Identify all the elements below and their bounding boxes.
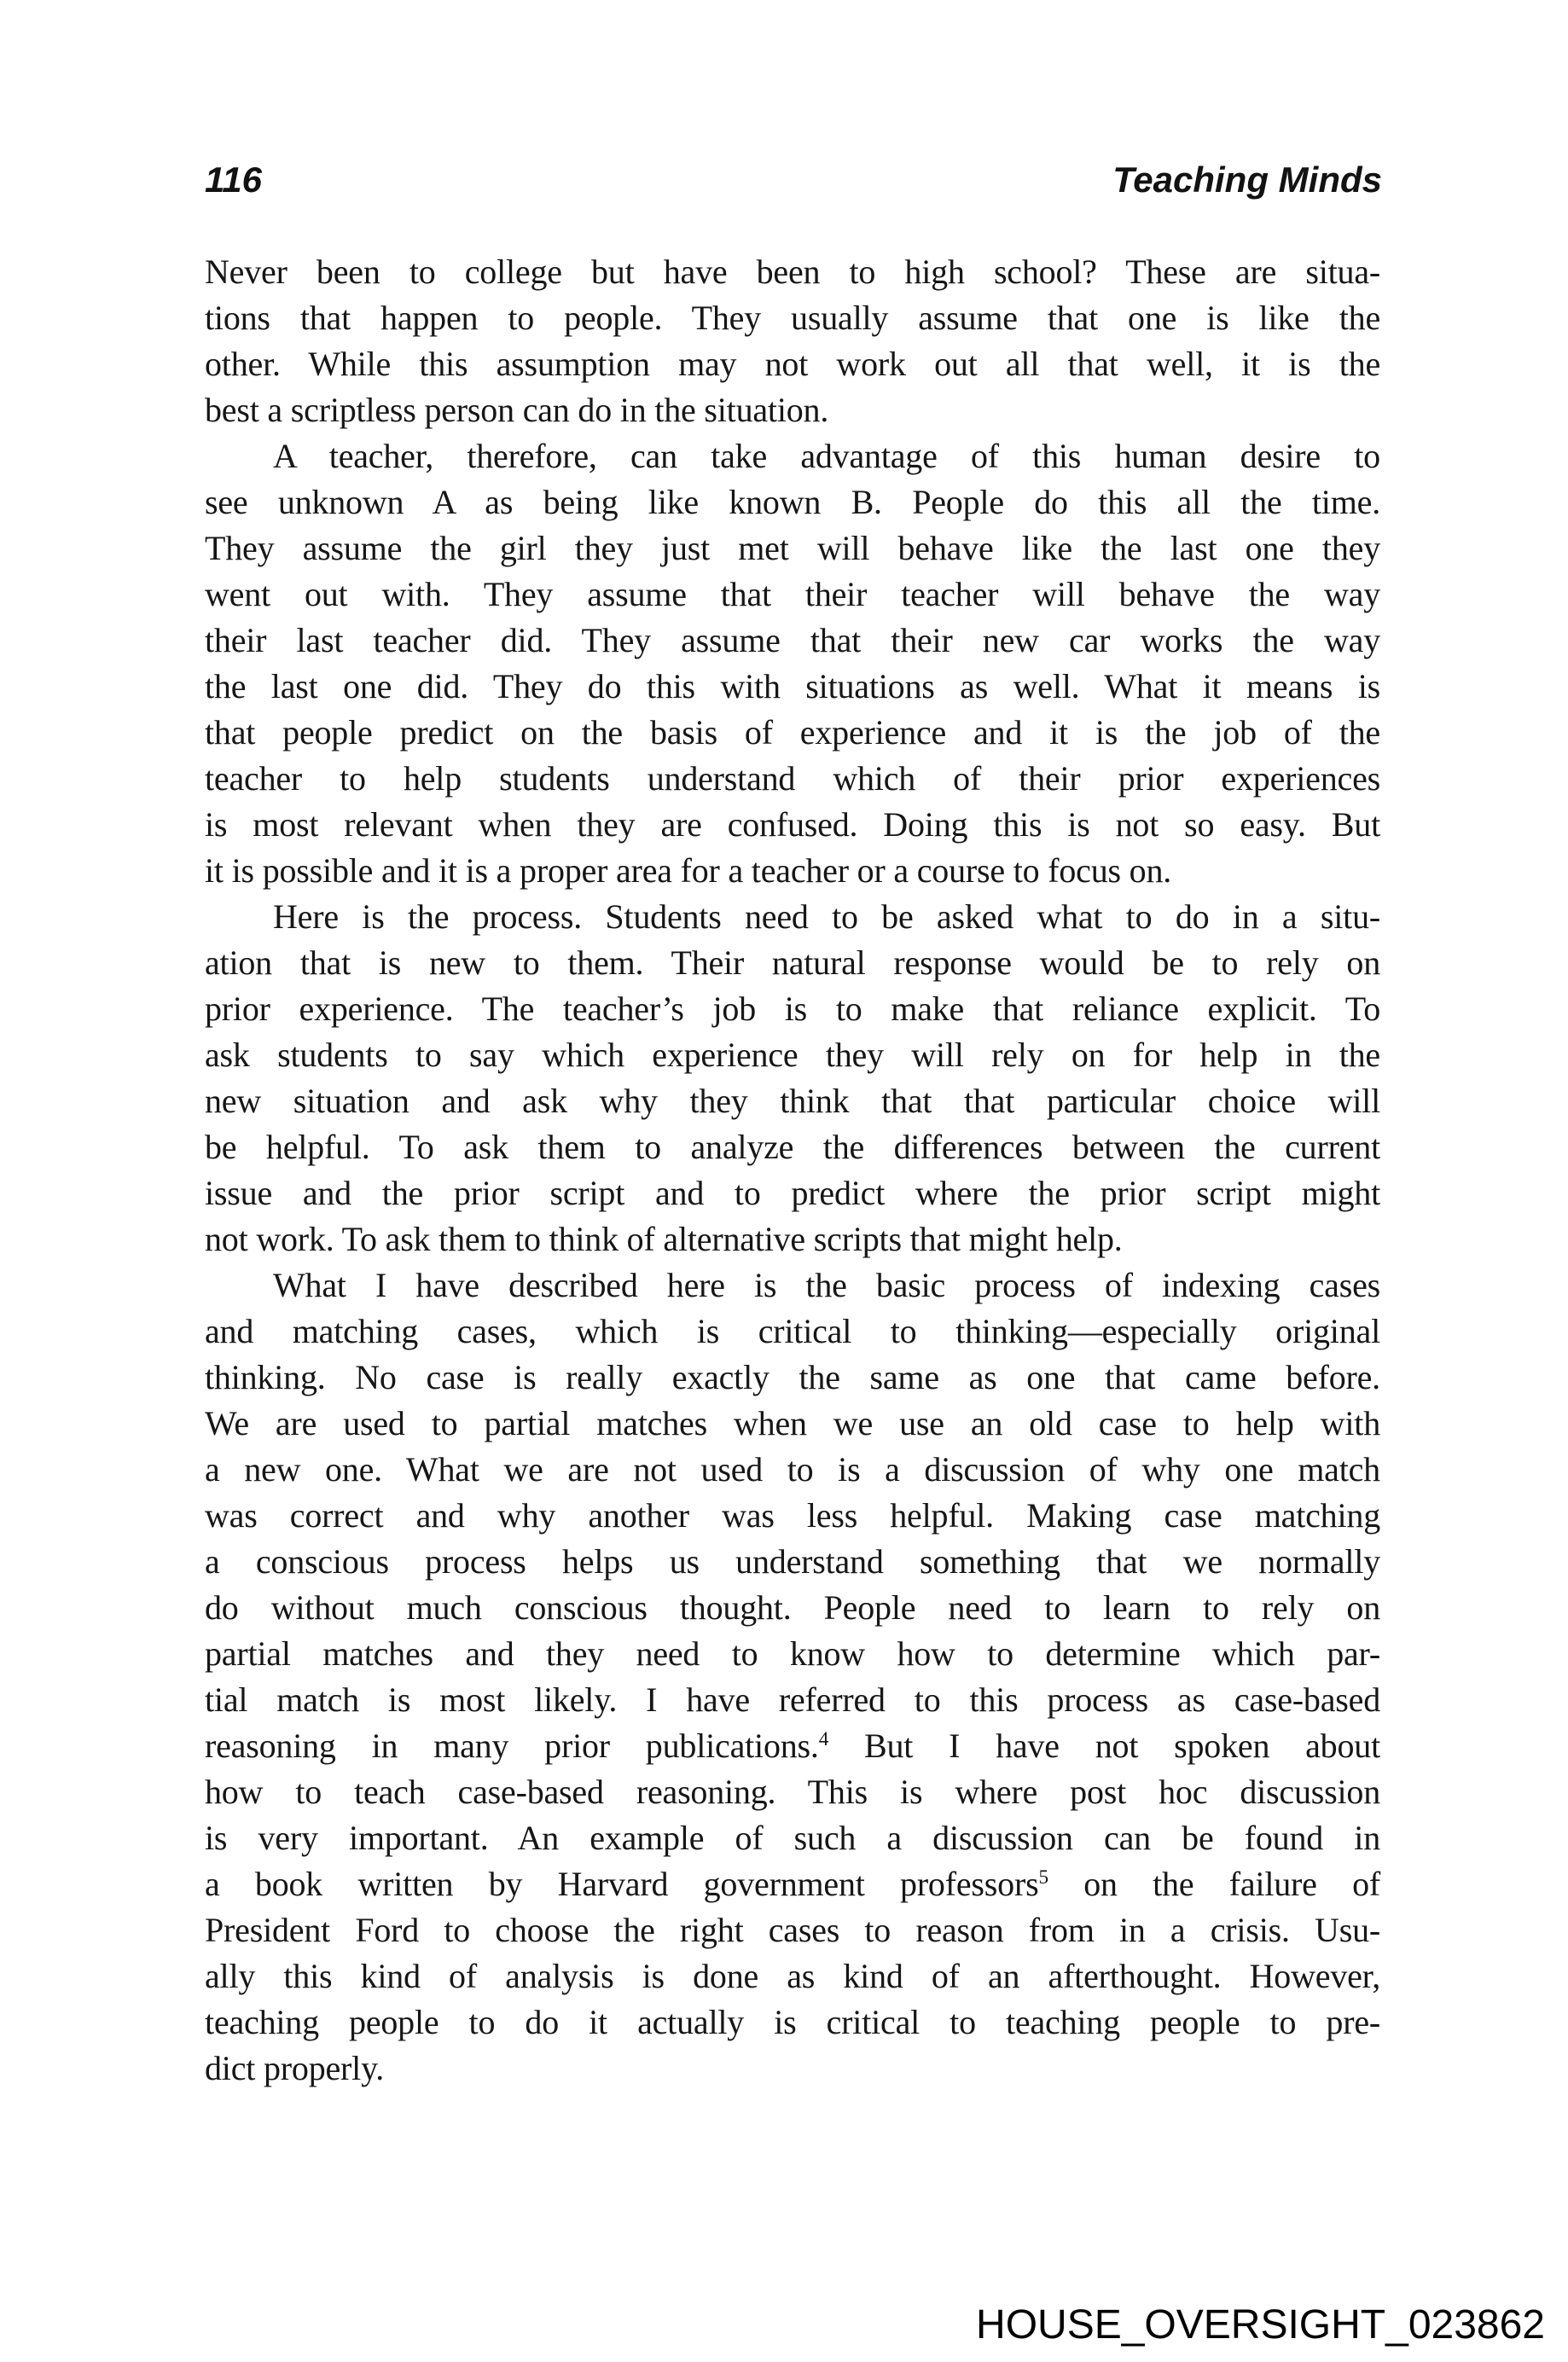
- text-line: Never been to college but have been to high school? These are situa-: [205, 252, 1380, 291]
- text-line: A teacher, therefore, can take advantage of this human desire to: [273, 437, 1380, 475]
- text-line: be helpful. To ask them to analyze the differences between the current: [205, 1128, 1380, 1166]
- text-line: a new one. What we are not used to is a discussion of why one match: [205, 1450, 1380, 1489]
- text-line: ally this kind of analysis is done as kind of an afterthought. However,: [205, 1957, 1380, 1995]
- text-line: What I have described here is the basic process of indexing cases: [273, 1266, 1380, 1304]
- text-line: was correct and why another was less helpful. Making case matching: [205, 1496, 1380, 1535]
- text-line: do without much conscious thought. People need to learn to rely on: [205, 1588, 1380, 1627]
- text-line: not work. To ask them to think of alternative scripts that might help.: [205, 1220, 1123, 1258]
- text-line: Here is the process. Students need to be asked what to do in a situ-: [273, 897, 1380, 936]
- text-line: new situation and ask why they think that that particular choice will: [205, 1082, 1380, 1120]
- text-line: issue and the prior script and to predict where the prior script might: [205, 1174, 1380, 1212]
- text-line: President Ford to choose the right cases to reason from in a crisis. Usu-: [205, 1911, 1380, 1949]
- footnote-reference: 4: [818, 1728, 829, 1750]
- bates-number: HOUSE_OVERSIGHT_023862: [976, 2302, 1545, 2347]
- text-line: partial matches and they need to know how to determine which par-: [205, 1634, 1380, 1673]
- text-line: teacher to help students understand which of their prior experiences: [205, 759, 1380, 798]
- footnote-reference: 5: [1038, 1866, 1048, 1889]
- text-line: that people predict on the basis of experience and it is the job of the: [205, 713, 1380, 752]
- text-line: teaching people to do it actually is critical to teaching people to pre-: [205, 2003, 1380, 2041]
- text-line: They assume the girl they just met will behave like the last one they: [205, 529, 1380, 567]
- text-line: tial match is most likely. I have referred to this process as case-based: [205, 1680, 1380, 1719]
- text-line: ation that is new to them. Their natural response would be to rely on: [205, 943, 1380, 982]
- running-title: Teaching Minds: [1112, 160, 1382, 200]
- text-line: a book written by Harvard government professors$^5$ on the failure of: [205, 1865, 1380, 1903]
- text-line: reasoning in many prior publications.$^4$ But I have not spoken about: [205, 1727, 1380, 1765]
- text-line: a conscious process helps us understand something that we normally: [205, 1542, 1380, 1581]
- text-line: see unknown A as being like known B. People do this all the time.: [205, 483, 1380, 521]
- text-line: and matching cases, which is critical to thinking—especially original: [205, 1312, 1380, 1350]
- text-line: their last teacher did. They assume that their new car works the way: [205, 621, 1380, 659]
- page-header: [205, 159, 1382, 201]
- text-line: the last one did. They do this with situations as well. What it means is: [205, 667, 1380, 705]
- text-line: is very important. An example of such a discussion can be found in: [205, 1819, 1380, 1857]
- text-line: ask students to say which experience they will rely on for help in the: [205, 1036, 1380, 1074]
- text-line: it is possible and it is a proper area for a teacher or a course to focus on.: [205, 851, 1172, 890]
- body-text: [205, 249, 1380, 2092]
- text-line: is most relevant when they are confused. Doing this is not so easy. But: [205, 805, 1380, 844]
- text-line: how to teach case-based reasoning. This is where post hoc discussion: [205, 1773, 1380, 1811]
- text-line: tions that happen to people. They usually assume that one is like the: [205, 299, 1380, 337]
- text-line: prior experience. The teacher’s job is to make that reliance explicit. To: [205, 989, 1380, 1028]
- text-line: other. While this assumption may not work out all that well, it is the: [205, 345, 1380, 383]
- text-line: went out with. They assume that their teacher will behave the way: [205, 575, 1380, 613]
- text-line: best a scriptless person can do in the situation.: [205, 391, 829, 429]
- text-line: We are used to partial matches when we use an old case to help with: [205, 1404, 1380, 1442]
- page-number: 116: [205, 160, 262, 200]
- text-line: dict properly.: [205, 2049, 385, 2087]
- text-line: thinking. No case is really exactly the same as one that came before.: [205, 1358, 1380, 1396]
